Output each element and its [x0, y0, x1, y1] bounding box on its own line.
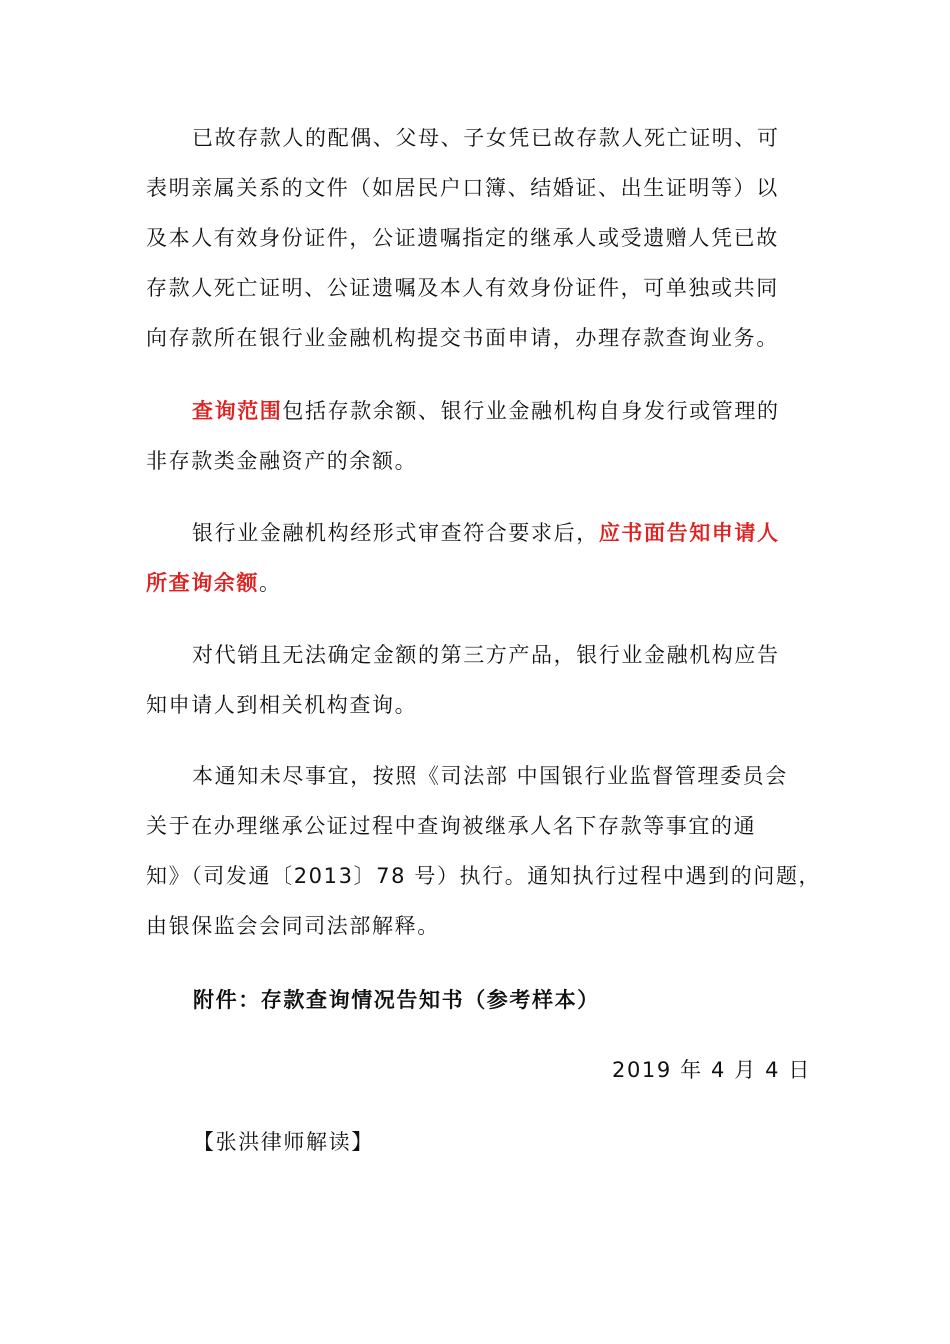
paragraph-line: 知》（司发通〔2013〕78 号）执行。通知执行过程中遇到的问题，: [146, 864, 822, 888]
paragraph-inquiry-applicants: [146, 113, 806, 363]
paragraph-written-notice: [146, 508, 806, 608]
paragraph-line: 已故存款人的配偶、父母、子女凭已故存款人死亡证明、可: [192, 126, 780, 150]
paragraph-text: 银行业金融机构经形式审查符合要求后，: [192, 521, 599, 545]
paragraph-line: 由银保监会会同司法部解释。: [146, 914, 440, 938]
paragraph-line: 存款人死亡证明、公证遗嘱及本人有效身份证件，可单独或共同: [146, 276, 779, 300]
paragraph-line: 向存款所在银行业金融机构提交书面申请，办理存款查询业务。: [146, 326, 779, 350]
paragraph-third-party-products: [146, 630, 806, 730]
paragraph-line: 关于在办理继承公证过程中查询被继承人名下存款等事宜的通: [146, 814, 757, 838]
commentary-heading: 【张洪律师解读】: [193, 1130, 374, 1154]
paragraph-line: 对代销且无法确定金额的第三方产品，银行业金融机构应告: [192, 643, 780, 667]
paragraph-line: [146, 508, 806, 558]
paragraph-text: 包括存款余额、银行业金融机构自身发行或管理的: [282, 399, 780, 423]
paragraph-line: [146, 386, 806, 436]
document-date: 2019 年 4 月 4 日: [612, 1058, 811, 1082]
paragraph-text: 。: [259, 571, 282, 595]
paragraph-line: 及本人有效身份证件，公证遗嘱指定的继承人或受遗赠人凭已故: [146, 226, 779, 250]
highlight-balance: 所查询余额: [146, 571, 259, 595]
paragraph-line: [146, 558, 806, 608]
paragraph-other-matters: [146, 751, 822, 951]
highlight-inquiry-scope: 查询范围: [192, 399, 283, 423]
attachment-heading: 附件：存款查询情况告知书（参考样本）: [193, 988, 600, 1012]
paragraph-line: 知申请人到相关机构查询。: [146, 693, 418, 717]
paragraph-inquiry-scope: [146, 386, 806, 486]
paragraph-line: 本通知未尽事宜，按照《司法部 中国银行业监督管理委员会: [192, 764, 788, 788]
paragraph-line: 表明亲属关系的文件（如居民户口簿、结婚证、出生证明等）以: [146, 176, 779, 200]
paragraph-line: 非存款类金融资产的余额。: [146, 449, 418, 473]
highlight-written-notice: 应书面告知申请人: [598, 521, 780, 545]
